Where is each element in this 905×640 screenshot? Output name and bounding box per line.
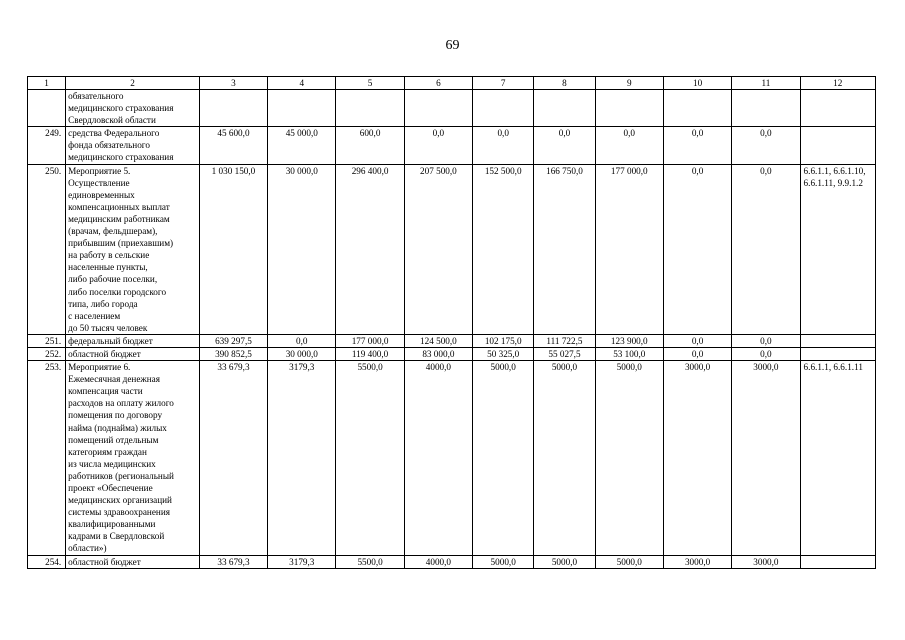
row-value: 166 750,0	[534, 164, 595, 334]
row-value: 390 852,5	[199, 347, 267, 360]
row-value: 50 325,0	[473, 347, 534, 360]
row-value: 5000,0	[595, 555, 663, 568]
row-value	[268, 90, 336, 127]
column-header: 3	[199, 77, 267, 90]
row-value: 3179,3	[268, 555, 336, 568]
row-number: 251.	[28, 334, 66, 347]
table-row	[28, 555, 876, 568]
row-value	[199, 90, 267, 127]
row-value: 5000,0	[473, 361, 534, 556]
page-number: 69	[445, 38, 460, 53]
row-value: 5000,0	[595, 361, 663, 556]
row-name: обязательного медицинского страхования Свердловской области	[66, 90, 200, 127]
column-header: 10	[663, 77, 731, 90]
row-value: 111 722,5	[534, 334, 595, 347]
row-value: 33 679,3	[199, 361, 267, 556]
row-value: 3000,0	[663, 361, 731, 556]
row-target	[800, 555, 875, 568]
row-value: 83 000,0	[404, 347, 472, 360]
row-value: 5000,0	[473, 555, 534, 568]
row-target	[800, 334, 875, 347]
row-value: 5000,0	[534, 555, 595, 568]
row-value: 3000,0	[732, 555, 800, 568]
row-value: 33 679,3	[199, 555, 267, 568]
row-value: 53 100,0	[595, 347, 663, 360]
row-number: 252.	[28, 347, 66, 360]
row-value: 3179,3	[268, 361, 336, 556]
row-value	[663, 90, 731, 127]
row-value: 30 000,0	[268, 164, 336, 334]
row-value: 0,0	[732, 334, 800, 347]
row-value: 124 500,0	[404, 334, 472, 347]
column-header: 4	[268, 77, 336, 90]
column-header: 2	[66, 77, 200, 90]
column-header: 6	[404, 77, 472, 90]
row-number	[28, 90, 66, 127]
row-value: 207 500,0	[404, 164, 472, 334]
row-value: 5500,0	[336, 555, 404, 568]
row-value: 0,0	[732, 347, 800, 360]
row-value: 3000,0	[663, 555, 731, 568]
row-value	[595, 90, 663, 127]
row-number: 253.	[28, 361, 66, 556]
row-name: федеральный бюджет	[66, 334, 200, 347]
table-row	[28, 127, 876, 164]
row-name: Мероприятие 5. Осуществление единовременных компенсационных выплат медицинским работникам (врачам, фельдшерам), прибывшим (приехавшим) на работу в сельские населенные пункты, либо рабочие поселки, либо поселки городского типа, либо города с населением до 50 тысяч человек	[66, 164, 200, 334]
column-header: 1	[28, 77, 66, 90]
row-target: 6.6.1.1, 6.6.1.10, 6.6.1.11, 9.9.1.2	[800, 164, 875, 334]
column-header: 9	[595, 77, 663, 90]
row-number: 250.	[28, 164, 66, 334]
row-value: 0,0	[663, 164, 731, 334]
row-value: 296 400,0	[336, 164, 404, 334]
row-value: 4000,0	[404, 555, 472, 568]
row-value: 177 000,0	[595, 164, 663, 334]
row-value: 0,0	[534, 127, 595, 164]
column-header: 5	[336, 77, 404, 90]
row-value	[732, 90, 800, 127]
row-value: 0,0	[595, 127, 663, 164]
table-row	[28, 347, 876, 360]
row-value: 3000,0	[732, 361, 800, 556]
budget-table	[27, 76, 876, 569]
row-name: средства Федерального фонда обязательного медицинского страхования	[66, 127, 200, 164]
row-value: 0,0	[663, 334, 731, 347]
table-row	[28, 90, 876, 127]
row-value: 0,0	[404, 127, 472, 164]
row-value: 30 000,0	[268, 347, 336, 360]
column-header: 8	[534, 77, 595, 90]
row-value: 5000,0	[534, 361, 595, 556]
row-target	[800, 347, 875, 360]
row-value: 0,0	[732, 127, 800, 164]
row-number: 254.	[28, 555, 66, 568]
row-value	[336, 90, 404, 127]
row-value: 55 027,5	[534, 347, 595, 360]
row-name: Мероприятие 6. Ежемесячная денежная компенсация части расходов на оплату жилого помещения по договору найма (поднайма) жилых помещений отдельным категориям граждан из числа медицинских работников (региональный проект «Обеспечение медицинских организаций системы здравоохранения квалифицированными кадрами в Свердловской области»)	[66, 361, 200, 556]
row-value: 0,0	[268, 334, 336, 347]
column-header: 7	[473, 77, 534, 90]
row-value: 4000,0	[404, 361, 472, 556]
header-row	[28, 77, 876, 90]
row-value: 0,0	[663, 347, 731, 360]
row-value: 0,0	[732, 164, 800, 334]
row-value: 177 000,0	[336, 334, 404, 347]
table-row	[28, 164, 876, 334]
row-target	[800, 90, 875, 127]
row-value: 0,0	[663, 127, 731, 164]
column-header: 12	[800, 77, 875, 90]
row-value: 600,0	[336, 127, 404, 164]
row-value: 45 000,0	[268, 127, 336, 164]
row-number: 249.	[28, 127, 66, 164]
row-value: 1 030 150,0	[199, 164, 267, 334]
row-target	[800, 127, 875, 164]
row-name: областной бюджет	[66, 347, 200, 360]
row-value: 152 500,0	[473, 164, 534, 334]
row-value: 0,0	[473, 127, 534, 164]
row-value: 45 600,0	[199, 127, 267, 164]
table-row	[28, 334, 876, 347]
row-name: областной бюджет	[66, 555, 200, 568]
row-value: 123 900,0	[595, 334, 663, 347]
column-header: 11	[732, 77, 800, 90]
row-value: 102 175,0	[473, 334, 534, 347]
row-value	[404, 90, 472, 127]
row-value: 639 297,5	[199, 334, 267, 347]
row-value	[473, 90, 534, 127]
table-row	[28, 361, 876, 556]
row-value: 119 400,0	[336, 347, 404, 360]
row-value	[534, 90, 595, 127]
row-target: 6.6.1.1, 6.6.1.11	[800, 361, 875, 556]
row-value: 5500,0	[336, 361, 404, 556]
